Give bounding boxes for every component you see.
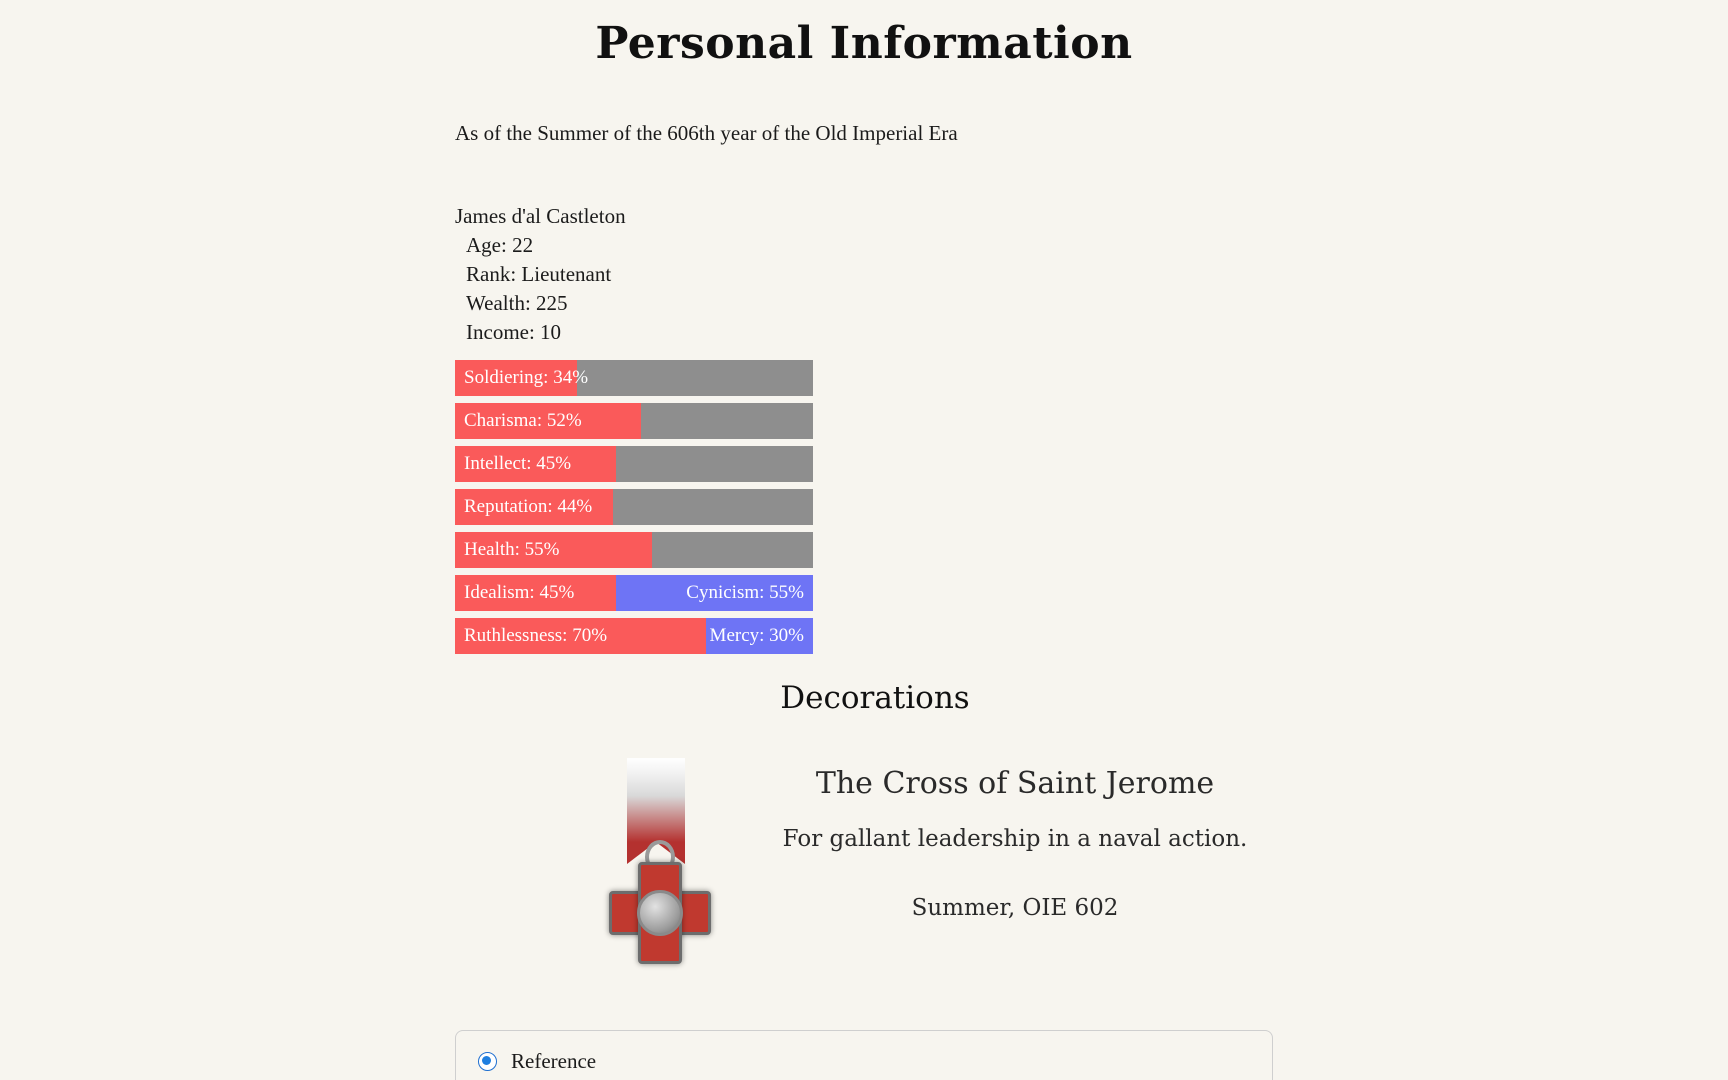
radio-selected-icon[interactable] — [478, 1052, 497, 1071]
stat-bar-label: Health: 55% — [464, 539, 560, 560]
medal-name: The Cross of Saint Jerome — [815, 766, 1215, 801]
stat-bar-label: Charisma: 52% — [464, 410, 582, 431]
stat-bar-charisma — [455, 403, 813, 439]
stat-bar-idealism-cynicism — [455, 575, 813, 611]
character-income: Income: 10 — [466, 320, 562, 344]
medal-center-medallion — [637, 890, 683, 936]
character-wealth: Wealth: 225 — [466, 291, 568, 315]
medal-cross — [609, 862, 705, 958]
medal-text-block — [745, 766, 1285, 921]
stat-bar-intellect — [455, 446, 813, 482]
stat-bar-label: Reputation: 44% — [464, 496, 593, 517]
stat-bar-ruthlessness-mercy — [455, 618, 813, 654]
character-rank: Rank: Lieutenant — [466, 262, 612, 286]
stat-bar-label-right: Mercy: 30% — [709, 625, 804, 646]
stat-bar-health — [455, 532, 813, 568]
medal-ribbon — [627, 758, 685, 842]
stat-bar-label-right: Cynicism: 55% — [686, 582, 804, 603]
medal-icon — [581, 758, 731, 983]
character-summary — [455, 202, 1555, 347]
stat-bar-label: Intellect: 45% — [464, 453, 572, 474]
personal-information-page — [0, 8, 1728, 1080]
stat-bar-label: Soldiering: 34% — [464, 367, 589, 388]
decorations-heading: Decorations — [780, 680, 970, 716]
character-name: James d'al Castleton — [455, 204, 626, 228]
page-subtitle: As of the Summer of the 606th year of the Old Imperial Era — [455, 121, 958, 145]
content-column — [455, 121, 1555, 988]
reference-option-label: Reference — [511, 1049, 597, 1073]
stat-bar-label-left: Ruthlessness: 70% — [464, 625, 608, 646]
stat-bar-reputation — [455, 489, 813, 525]
stat-bars — [455, 360, 1555, 654]
stat-bar-soldiering — [455, 360, 813, 396]
medal-description: For gallant leadership in a naval action. — [782, 826, 1248, 852]
page-title: Personal Information — [595, 18, 1133, 69]
character-age: Age: 22 — [466, 233, 534, 257]
reference-option[interactable] — [478, 1049, 1250, 1074]
reference-panel — [455, 1030, 1273, 1080]
medal-date: Summer, OIE 602 — [911, 895, 1119, 921]
decoration-item — [455, 758, 1295, 988]
stat-bar-label-left: Idealism: 45% — [464, 582, 575, 603]
